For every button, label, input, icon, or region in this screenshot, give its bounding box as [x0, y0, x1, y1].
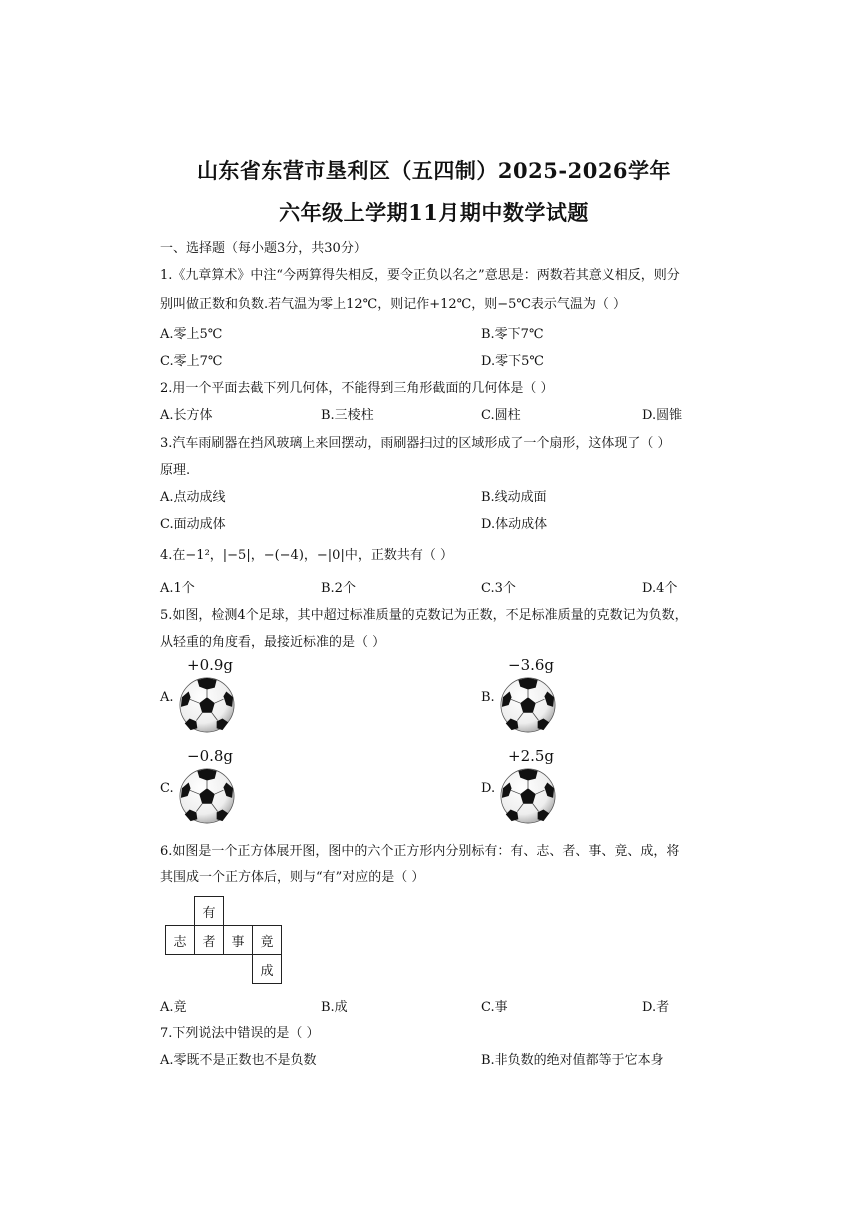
ball-c-weight: −0.8g	[187, 747, 234, 765]
q3-stem-line1: 3.汽车雨刷器在挡风玻璃上来回摆动，雨刷器扫过的区域形成了一个扇形，这体现了（ ）	[160, 436, 671, 451]
q6-option-b: B.成	[321, 1000, 348, 1015]
q1-stem-line2: 别叫做正数和负数.若气温为零上12℃，则记作+12℃，则−5℃表示气温为（ ）	[160, 297, 627, 312]
net-blank	[166, 955, 195, 984]
q6-stem-line1: 6.如图是一个正方体展开图，图中的六个正方形内分别标有：有、志、者、事、竟、成，将	[160, 844, 680, 859]
q3-option-a: A.点动成线	[160, 490, 226, 505]
q6-option-c: C.事	[481, 1000, 508, 1015]
net-blank	[166, 897, 195, 926]
soccer-ball-d-icon	[499, 767, 557, 825]
q7-option-b: B.非负数的绝对值都等于它本身	[481, 1053, 664, 1068]
section-header: 一、选择题（每小题3分，共30分）	[160, 241, 367, 256]
q1-option-d: D.零下5℃	[481, 354, 544, 369]
q2-stem: 2.用一个平面去截下列几何体，不能得到三角形截面的几何体是（ ）	[160, 381, 554, 396]
ball-c-letter: C.	[160, 781, 174, 796]
q4-option-d: D.4个	[642, 581, 678, 596]
q3-option-d: D.体动成体	[481, 517, 548, 532]
q4-option-a: A.1个	[160, 581, 195, 596]
q6-option-a: A.竟	[160, 1000, 187, 1015]
net-cell-cheng: 成	[253, 955, 282, 984]
ball-a-weight: +0.9g	[187, 656, 234, 674]
q3-option-b: B.线动成面	[481, 490, 547, 505]
q3-option-c: C.面动成体	[160, 517, 226, 532]
q4-stem: 4.在−1²，|−5|，−(−4)，−|0|中，正数共有（ ）	[160, 548, 453, 563]
q2-option-a: A.长方体	[160, 408, 213, 423]
q2-option-c: C.圆柱	[481, 408, 521, 423]
q2-option-d: D.圆锥	[642, 408, 683, 423]
q1-option-c: C.零上7℃	[160, 354, 223, 369]
net-cell-zhi: 志	[166, 926, 195, 955]
ball-a-letter: A.	[160, 690, 174, 705]
cube-net	[165, 896, 282, 984]
q1-option-b: B.零下7℃	[481, 327, 544, 342]
net-blank	[224, 955, 253, 984]
net-blank	[195, 955, 224, 984]
q7-stem: 7.下列说法中错误的是（ ）	[160, 1026, 320, 1041]
q2-option-b: B.三棱柱	[321, 408, 374, 423]
q6-stem-line2: 其围成一个正方体后，则与“有”对应的是（ ）	[160, 870, 425, 885]
soccer-ball-a-icon	[178, 676, 236, 734]
net-cell-you: 有	[195, 897, 224, 926]
net-cell-zhe: 者	[195, 926, 224, 955]
ball-b-letter: B.	[481, 690, 495, 705]
net-cell-shi: 事	[224, 926, 253, 955]
q4-option-c: C.3个	[481, 581, 516, 596]
net-blank	[253, 897, 282, 926]
q6-option-d: D.者	[642, 1000, 670, 1015]
q5-stem-line1: 5.如图，检测4个足球，其中超过标准质量的克数记为正数，不足标准质量的克数记为负数，	[160, 608, 688, 623]
soccer-ball-b-icon	[499, 676, 557, 734]
q1-option-a: A.零上5℃	[160, 327, 223, 342]
net-cell-jing: 竟	[253, 926, 282, 955]
q3-stem-line2: 原理.	[160, 463, 191, 478]
exam-title-line1: 山东省东营市垦利区（五四制）2025-2026学年	[196, 158, 672, 183]
exam-title-line2: 六年级上学期11月期中数学试题	[279, 200, 589, 225]
net-blank	[224, 897, 253, 926]
soccer-ball-c-icon	[178, 767, 236, 825]
ball-d-weight: +2.5g	[508, 747, 555, 765]
ball-d-letter: D.	[481, 781, 496, 796]
q1-stem-line1: 1.《九章算术》中注“今两算得失相反，要令正负以名之”意思是：两数若其意义相反，则分	[160, 268, 680, 283]
q4-option-b: B.2个	[321, 581, 356, 596]
ball-b-weight: −3.6g	[508, 656, 555, 674]
q5-stem-line2: 从轻重的角度看，最接近标准的是（ ）	[160, 635, 386, 650]
q7-option-a: A.零既不是正数也不是负数	[160, 1053, 317, 1068]
